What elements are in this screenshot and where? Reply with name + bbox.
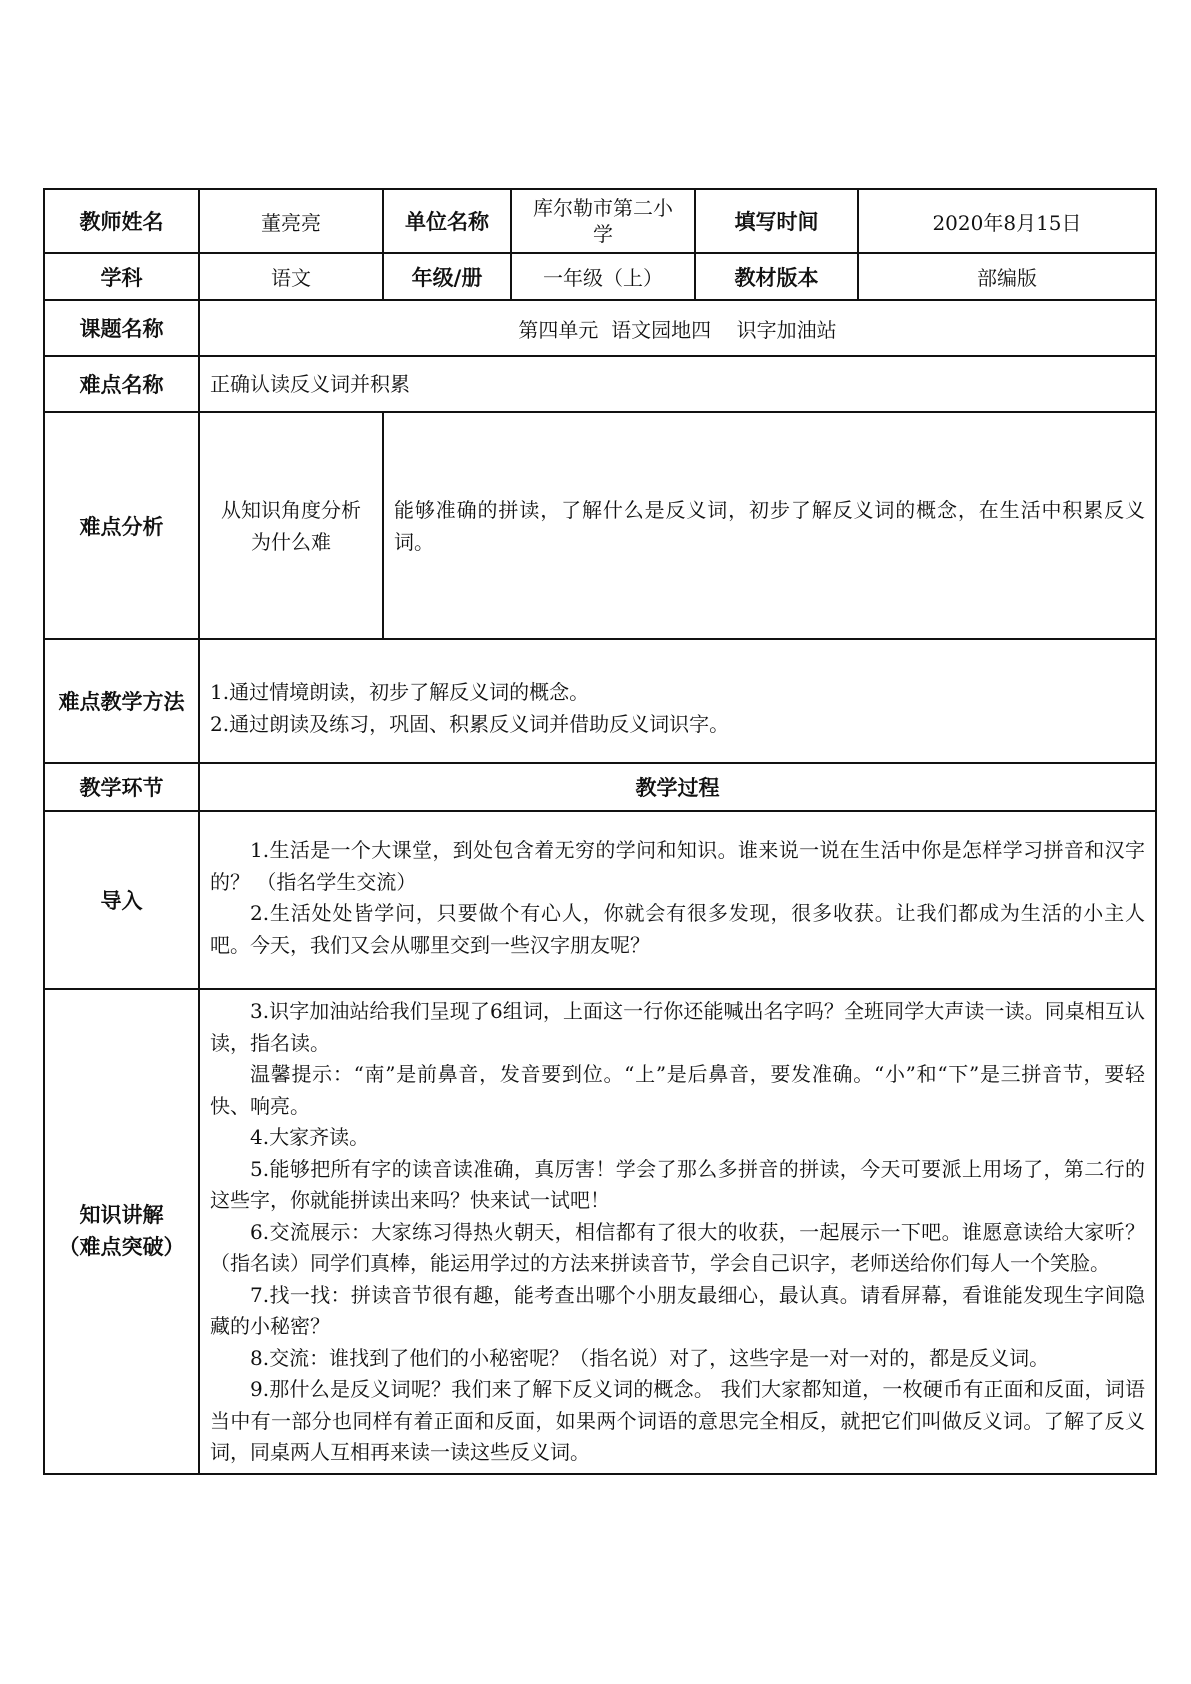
difficulty-value: 正确认读反义词并积累 — [199, 356, 1156, 412]
topic-value: 第四单元 语文园地四 识字加油站 — [199, 300, 1156, 356]
intro-paragraph: 2.生活处处皆学问，只要做个有心人，你就会有很多发现，很多收获。让我们都成为生活的小主人吧。今天，我们又会从哪里交到一些汉字朋友呢？ — [210, 901, 1145, 957]
edition-label: 教材版本 — [695, 253, 858, 300]
info-row-1 — [44, 189, 1156, 253]
subject-label: 学科 — [44, 253, 199, 300]
knowledge-row — [44, 989, 1156, 1474]
subject-value: 语文 — [199, 253, 383, 300]
knowledge-paragraph: 8.交流：谁找到了他们的小秘密呢？（指名说）对了，这些字是一对一对的，都是反义词。 — [250, 1345, 1050, 1370]
difficulty-row — [44, 356, 1156, 412]
time-label: 填写时间 — [695, 189, 858, 253]
stage-header: 教学环节 — [44, 763, 199, 811]
knowledge-paragraph: 5.能够把所有字的读音读准确，真厉害！学会了那么多拼音的拼读，今天可要派上用场了，第二行的这些字，你就能拼读出来吗？快来试一试吧！ — [210, 1156, 1145, 1212]
methods-item: 1.通过情境朗读，初步了解反义词的概念。 — [210, 680, 590, 704]
info-row-2 — [44, 253, 1156, 300]
lesson-plan-table — [43, 188, 1157, 1475]
knowledge-paragraph: 温馨提示：“南”是前鼻音，发音要到位。“上”是后鼻音，要发准确。“小”和“下”是三拼音节，要轻快、响亮。 — [210, 1062, 1145, 1118]
knowledge-paragraph: 3.识字加油站给我们呈现了6组词，上面这一行你还能喊出名字吗？全班同学大声读一读。同桌相互认读，指名读。 — [210, 999, 1145, 1055]
analysis-value: 能够准确的拼读，了解什么是反义词，初步了解反义词的概念，在生活中积累反义词。 — [383, 412, 1156, 639]
unit-label: 单位名称 — [383, 189, 511, 253]
knowledge-label-line1: 知识讲解 — [79, 1203, 164, 1228]
edition-value: 部编版 — [858, 253, 1156, 300]
process-header: 教学过程 — [199, 763, 1156, 811]
methods-item: 2.通过朗读及练习，巩固、积累反义词并借助反义词识字。 — [210, 712, 730, 736]
teacher-value: 董亮亮 — [199, 189, 383, 253]
intro-row — [44, 811, 1156, 989]
grade-label: 年级/册 — [383, 253, 511, 300]
methods-list — [199, 639, 1156, 763]
intro-content — [199, 811, 1156, 989]
knowledge-paragraph: 9.那什么是反义词呢？我们来了解下反义词的概念。 我们大家都知道，一枚硬币有正面和反面，词语当中有一部分也同样有着正面和反面，如果两个词语的意思完全相反，就把它们叫做反义词。了解了反义词，同桌两人互相再来读一读这些反义词。 — [210, 1377, 1145, 1464]
knowledge-paragraph: 6.交流展示：大家练习得热火朝天，相信都有了很大的收获，一起展示一下吧。谁愿意读给大家听？（指名读）同学们真棒，能运用学过的方法来拼读音节，学会自己识字，老师送给你们每人一个笑脸。 — [210, 1219, 1145, 1275]
knowledge-paragraph: 4.大家齐读。 — [250, 1125, 370, 1149]
analysis-sub-label: 从知识角度分析为什么难 — [199, 412, 383, 639]
process-header-row — [44, 763, 1156, 811]
knowledge-label-line2: （难点突破） — [58, 1235, 185, 1260]
knowledge-paragraph: 7.找一找：拼读音节很有趣，能考查出哪个小朋友最细心，最认真。请看屏幕，看谁能发现生字间隐藏的小秘密？ — [210, 1282, 1145, 1338]
grade-value: 一年级（上） — [511, 253, 695, 300]
time-value: 2020年8月15日 — [858, 189, 1156, 253]
analysis-row — [44, 412, 1156, 639]
unit-value: 库尔勒市第二小学 — [511, 189, 695, 253]
knowledge-content — [199, 989, 1156, 1474]
lesson-plan-sheet — [43, 188, 1155, 1475]
knowledge-label — [44, 989, 199, 1474]
analysis-label: 难点分析 — [44, 412, 199, 639]
intro-label: 导入 — [44, 811, 199, 989]
difficulty-label: 难点名称 — [44, 356, 199, 412]
topic-row — [44, 300, 1156, 356]
teacher-label: 教师姓名 — [44, 189, 199, 253]
methods-label: 难点教学方法 — [44, 639, 199, 763]
methods-row — [44, 639, 1156, 763]
topic-label: 课题名称 — [44, 300, 199, 356]
intro-paragraph: 1.生活是一个大课堂，到处包含着无穷的学问和知识。谁来说一说在生活中你是怎样学习拼音和汉字的？ （指名学生交流） — [210, 838, 1145, 894]
